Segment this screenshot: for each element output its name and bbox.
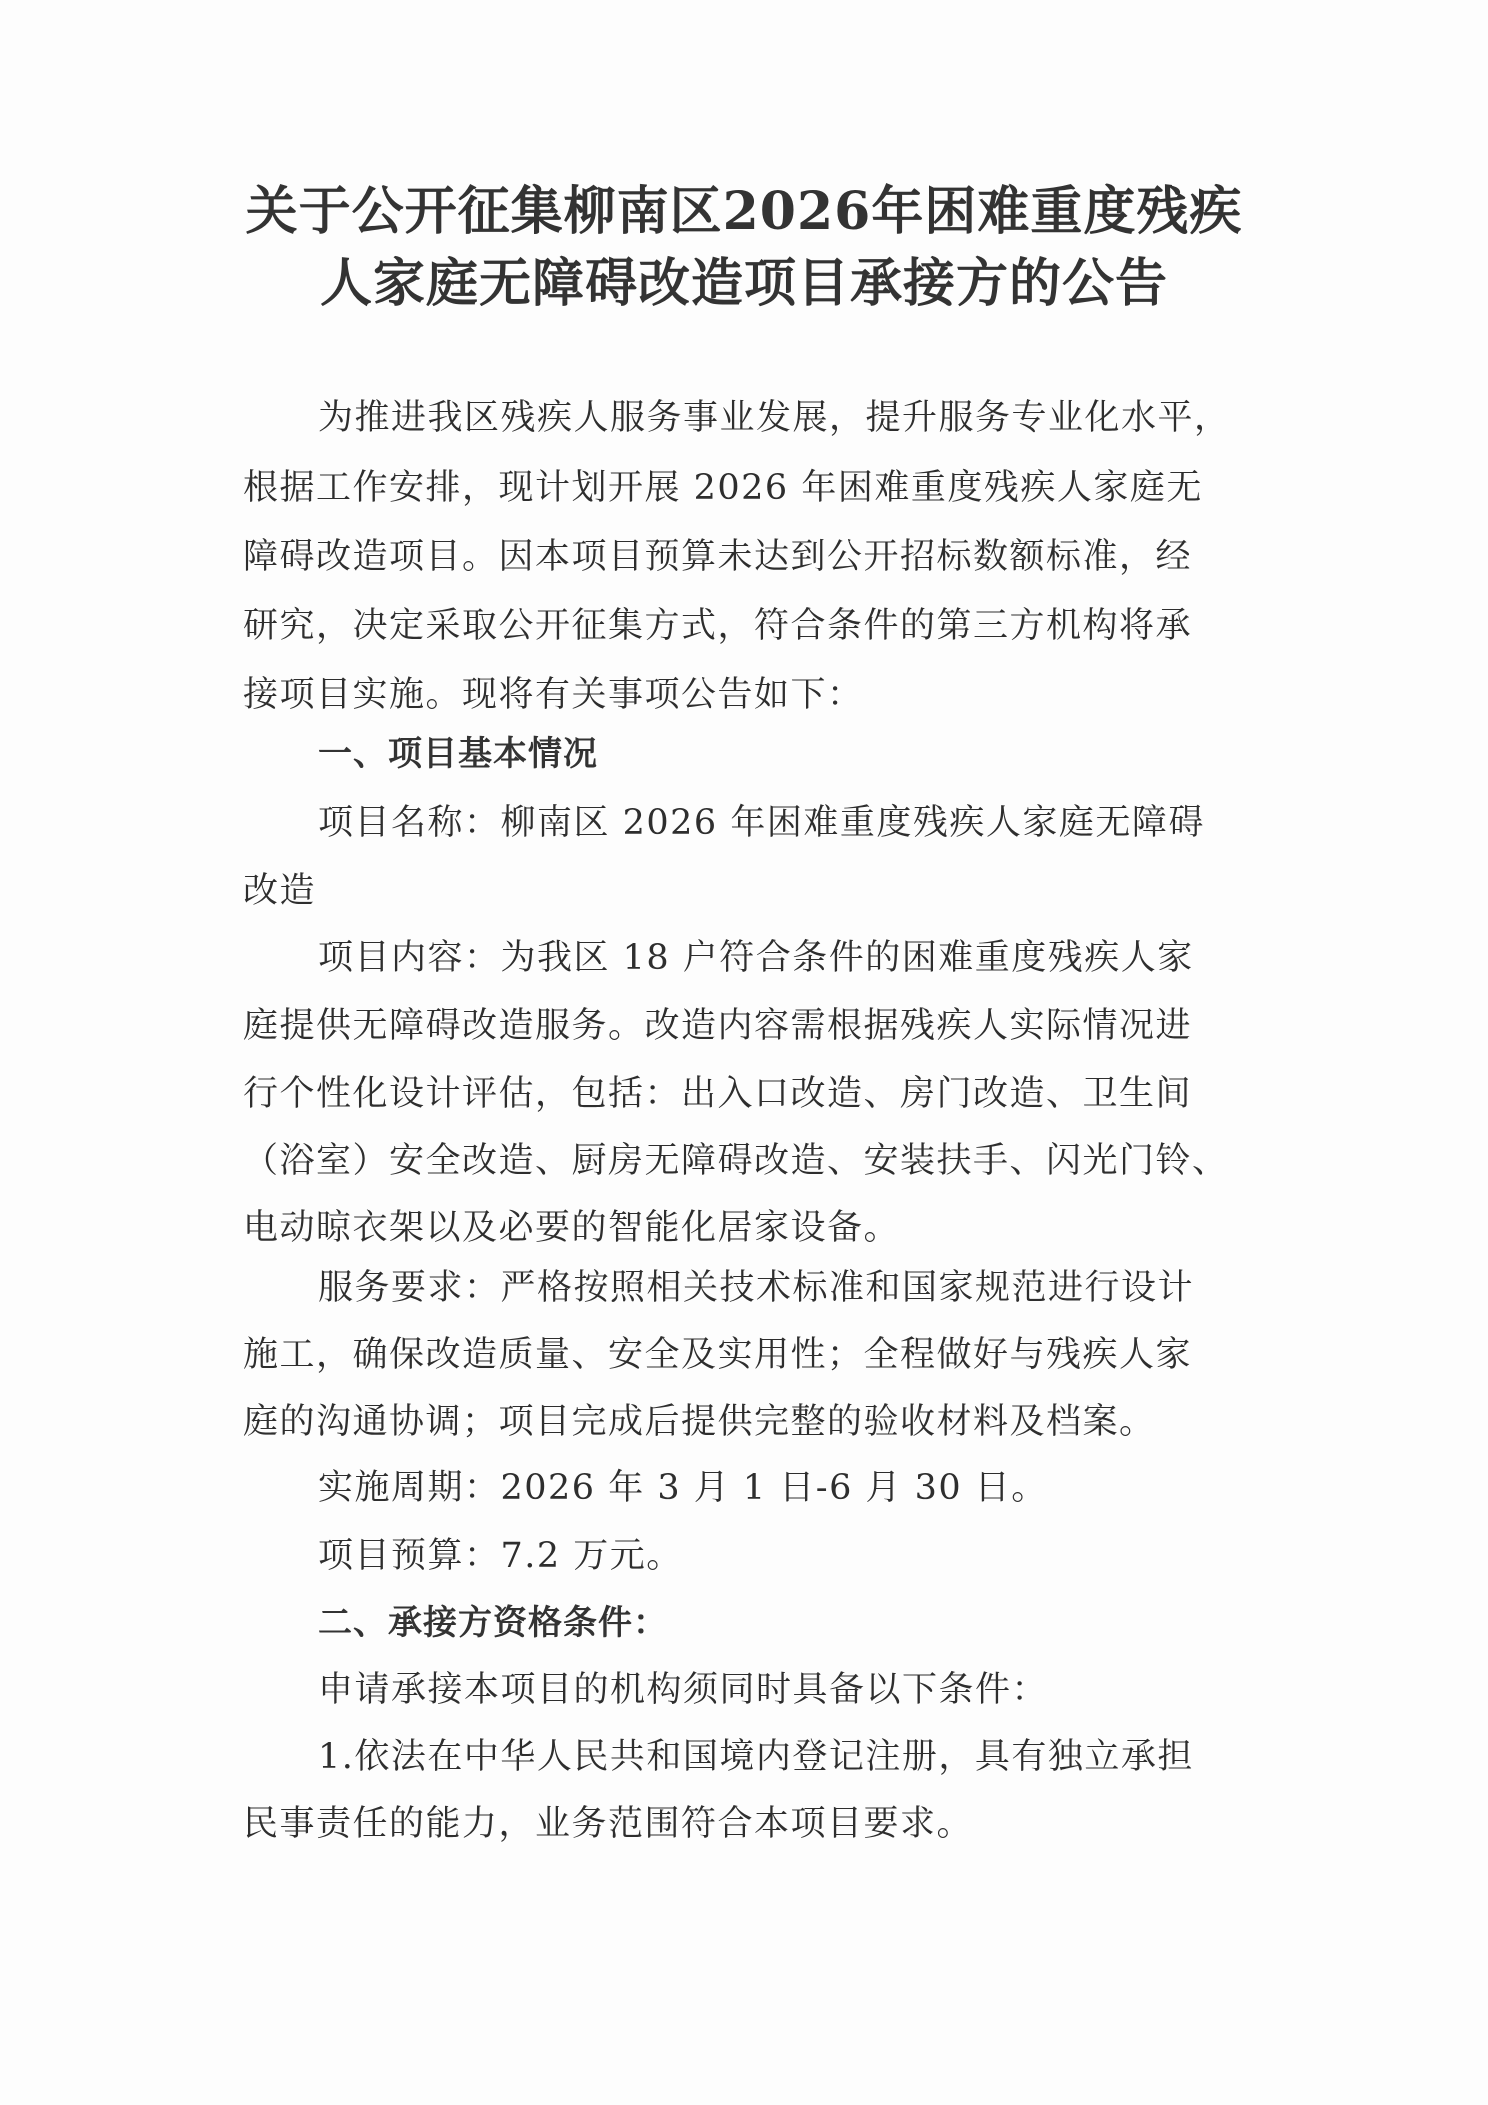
service-req-line-1: 服务要求：严格按照相关技术标准和国家规范进行设计 [318, 1268, 1195, 1308]
intro-line-2: 根据工作安排，现计划开展 2026 年困难重度残疾人家庭无 [243, 468, 1203, 508]
project-budget: 项目预算：7.2 万元。 [318, 1536, 683, 1576]
project-content-line-5: 电动晾衣架以及必要的智能化居家设备。 [243, 1208, 901, 1248]
intro-line-3: 障碍改造项目。因本项目预算未达到公开招标数额标准，经 [243, 537, 1193, 577]
intro-line-4: 研究，决定采取公开征集方式，符合条件的第三方机构将承 [243, 606, 1193, 646]
project-content-line-3: 行个性化设计评估，包括：出入口改造、房门改造、卫生间 [243, 1074, 1193, 1114]
service-req-line-3: 庭的沟通协调；项目完成后提供完整的验收材料及档案。 [243, 1402, 1156, 1442]
project-content-line-4: （浴室）安全改造、厨房无障碍改造、安装扶手、闪光门铃、 [243, 1141, 1229, 1181]
service-req-line-2: 施工，确保改造质量、安全及实用性；全程做好与残疾人家 [243, 1335, 1193, 1375]
document-title-line-1: 关于公开征集柳南区2026年困难重度残疾 [245, 181, 1243, 242]
intro-line-5: 接项目实施。现将有关事项公告如下： [243, 675, 864, 715]
project-content-line-2: 庭提供无障碍改造服务。改造内容需根据残疾人实际情况进 [243, 1006, 1193, 1046]
condition-1-line-2: 民事责任的能力，业务范围符合本项目要求。 [243, 1804, 974, 1844]
document-title-line-2: 人家庭无障碍改造项目承接方的公告 [319, 253, 1168, 314]
section-2-heading: 二、承接方资格条件： [318, 1603, 668, 1643]
intro-line-1: 为推进我区残疾人服务事业发展，提升服务专业化水平， [318, 398, 1231, 438]
qualification-intro: 申请承接本项目的机构须同时具备以下条件： [318, 1670, 1049, 1710]
project-name-line-1: 项目名称：柳南区 2026 年困难重度残疾人家庭无障碍 [318, 803, 1205, 843]
project-content-line-1: 项目内容：为我区 18 户符合条件的困难重度残疾人家 [318, 938, 1194, 978]
section-1-heading: 一、项目基本情况 [318, 734, 598, 774]
project-name-line-2: 改造 [243, 871, 317, 911]
condition-1-line-1: 1.依法在中华人民共和国境内登记注册，具有独立承担 [318, 1737, 1194, 1777]
implementation-period: 实施周期：2026 年 3 月 1 日-6 月 30 日。 [318, 1468, 1048, 1508]
